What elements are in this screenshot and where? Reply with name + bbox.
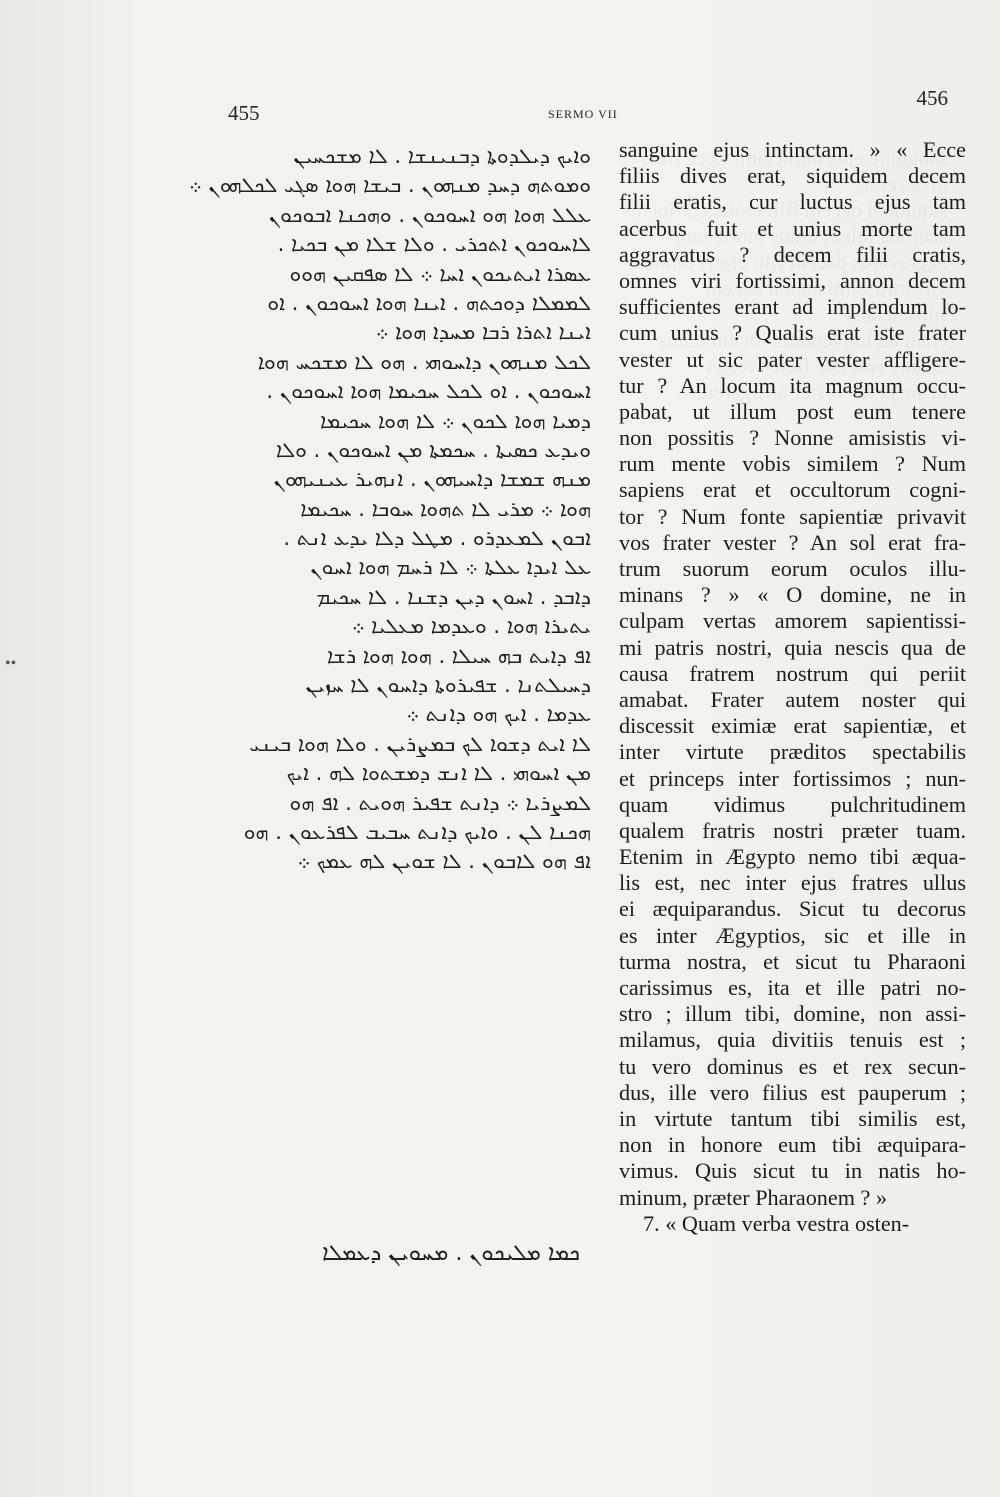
syriac-line: ܠܡܨܪܝܐ ܀ ܕܐܢܬ ܫܦܝܪ ܗܘܝܬ . ܐܦ ܗܘ — [289, 790, 591, 815]
latin-line: sufficientes erant ad implendum lo- — [619, 294, 966, 320]
latin-line: filii eratis, cur luctus ejus tam — [619, 189, 966, 215]
syriac-line: ܐܦ ܕܐܝܬ ܒܗ ܚܝܠܐ . ܗܘܐ ܗܘܐ ܪܫܐ — [326, 643, 591, 668]
syriac-catchword-line: ܟܡܐ ܡܠܝܟܘܢ . ܡܚܘܝܢ ܕܥܡܠܐ — [322, 1241, 580, 1266]
left-page-number: 455 — [228, 101, 260, 125]
latin-line: trum suorum eorum oculos illu- — [619, 556, 966, 581]
latin-line: acerbus fuit et unius morte tam — [619, 215, 966, 241]
latin-line: quam vidimus pulchritudinem — [619, 791, 966, 817]
latin-line: turma nostra, et sicut tu Pharaoni — [619, 948, 966, 974]
latin-text-column — [619, 137, 966, 1237]
latin-line: carissimus es, ita et ille patri no- — [619, 975, 966, 1000]
latin-line: et princeps inter fortissimos ; nun- — [619, 765, 966, 791]
syriac-text-column — [189, 142, 591, 877]
latin-line: pabat, ut illum post eum tenere — [619, 398, 966, 424]
syriac-line: ܥܠ ܐܝܕܐ ܥܠܬܐ ܀ ܠܐ ܪܚܡ ܗܘܐ ܐܚܘܢ — [310, 555, 591, 580]
syriac-line: ܐܝܢܐ ܐܬܪܐ ܪܒܐ ܡܚܕܐ ܗܘܐ ܀ — [375, 320, 591, 345]
latin-line: ei æquiparandus. Sicut tu decorus — [619, 896, 966, 922]
latin-line: amabat. Frater autem noster qui — [619, 686, 966, 712]
latin-line: omnes viri fortissimi, annon decem — [619, 267, 966, 293]
latin-line: non in honore eum tibi æquipara- — [619, 1132, 966, 1158]
latin-line: rum mente vobis similem ? Num — [619, 451, 966, 477]
right-page-number: 456 — [916, 86, 948, 110]
syriac-line: ܥܠܠ ܗܘܐ ܗܘ ܐܚܘܟܘܢ . ܘܗܟܢܐ ܐܒܘܟܘܢ — [268, 202, 591, 227]
syriac-line: ܐܦ ܗܘ ܠܐܒܘܢ . ܠܐ ܫܘܝܢ ܠܗ ܥܡܟ ܀ — [297, 849, 591, 874]
latin-line: inter virtute præditos spectabilis — [619, 739, 966, 765]
latin-line: filiis dives erat, siquidem decem — [619, 163, 966, 189]
syriac-line: ܐܒܘܢ ܠܡܥܕܪܘ . ܡܛܠ ܕܠܐ ܝܕܥ ܐܢܬ . — [283, 526, 591, 551]
latin-line: tor ? Num fonte sapientiæ privavit — [619, 503, 966, 529]
syriac-line: ܘܡܘܬܗ ܕܚܕ ܡܢܗܘܢ . ܒܝܫܐ ܗܘܐ ܣܓܝ ܠܟܠܗܘܢ ܀ — [189, 173, 591, 198]
latin-line: sanguine ejus intinctam. » « Ecce — [619, 137, 966, 162]
latin-line: causa fratrem nostrum qui periit — [619, 660, 966, 686]
latin-line: minum, præter Pharaonem ? » — [619, 1184, 888, 1210]
latin-line: es inter Ægyptios, sic et ille in — [619, 922, 966, 948]
latin-line: qualem fratris nostri præter tuam. — [619, 817, 966, 843]
syriac-line: ܠܟܠ ܡܢܗܘܢ ܕܐܚܘܗܝ . ܗܘ ܠܐ ܡܫܟܚ ܗܘܐ — [257, 349, 591, 374]
syriac-line: ܗܘܐ ܀ ܡܪܝ ܠܐ ܬܗܘܐ ܚܘܒܐ . ܚܟܝܡܐ — [300, 496, 591, 521]
syriac-line: ܕܡܝܐ ܗܘܐ ܠܟܘܢ ܀ ܠܐ ܗܘܐ ܚܟܝܡܐ — [320, 408, 591, 433]
syriac-line: ܠܐ ܐܝܬ ܕܫܘܐ ܠܟ ܒܡܨܪܝܢ . ܘܠܐ ܗܘܐ ܒܝܢܝ — [249, 731, 591, 756]
latin-line: lis est, nec inter ejus fratres ullus — [619, 870, 966, 896]
syriac-line: ܥܣܪܐ ܐܝܬܝܟܘܢ ܐܚܐ ܀ ܠܐ ܣܦܩܝܢ ܗܘܘ — [289, 261, 591, 286]
latin-line: non possitis ? Nonne amisistis vi- — [619, 425, 966, 451]
latin-line: minans ? » « O domine, ne in — [619, 582, 966, 608]
syriac-line: ܕܚܝܠܬܢܐ . ܫܦܝܪܘܬܐ ܕܐܚܘܢ ܠܐ ܚܙܝܢ — [305, 673, 591, 698]
latin-line: in virtute tantum tibi similis est, — [619, 1105, 966, 1131]
margin-mark: •• — [5, 655, 17, 672]
syriac-line: ܠܐܚܘܟܘܢ ܐܬܟܪܝ . ܘܠܐ ܫܠܐ ܡܢ ܒܟܝܐ . — [277, 232, 591, 257]
latin-paragraph-start: 7. « Quam verba vestra osten- — [643, 1210, 910, 1236]
latin-line: dus, ille vero filius est pauperum ; — [619, 1079, 966, 1105]
latin-line: cum unius ? Qualis erat iste frater — [619, 320, 966, 346]
syriac-line: ܕܐܒܕ . ܐܚܘܢ ܕܝܢ ܕܫܢܐ . ܠܐ ܚܟܝܡ — [316, 584, 591, 609]
latin-line: vos frater vester ? An sol erat fra- — [619, 529, 966, 555]
latin-line: tu vero dominus es et rex secun- — [619, 1053, 966, 1079]
latin-line: stro ; illum tibi, domine, non assi- — [619, 1001, 966, 1027]
syriac-line: ܐܚܘܟܘܢ . ܐܘ ܠܟܠ ܚܟܝܡܐ ܗܘܐ ܐܚܘܟܘܢ . — [266, 379, 591, 404]
syriac-line: ܗܟܢܐ ܠܢ . ܘܐܝܟ ܕܐܢܬ ܚܒܝܒ ܠܦܪܥܘܢ . ܗܘ — [243, 819, 591, 844]
running-title: SERMO VII — [548, 107, 618, 121]
latin-line: sapiens erat et occultorum cogni- — [619, 477, 966, 503]
latin-line: Etenim in Ægypto nemo tibi æqua- — [619, 844, 966, 870]
latin-line: discessit eximiæ erat sapientiæ, et — [619, 713, 966, 739]
latin-line: tur ? An locum ita magnum occu- — [619, 372, 966, 398]
latin-line: vester ut sic pater vester affligere- — [619, 346, 966, 372]
syriac-line: ܝܬܝܪܐ ܗܘܐ . ܘܥܕܡܐ ܡܥܠܝܐ ܀ — [351, 614, 591, 639]
latin-line: milamus, quia divitiis tenuis est ; — [619, 1027, 966, 1053]
syriac-line: ܡܢܗ ܫܡܫܐ ܕܐܚܝܗܘܢ . ܐܢܗܝܪ ܥܝܢܝܗܘܢ — [273, 467, 591, 492]
syriac-line: ܡܢ ܐܚܘܗܝ . ܠܐ ܐܢܫ ܕܡܫܬܘܐ ܠܗ . ܐܝܟ — [286, 761, 591, 786]
syriac-line: ܠܡܡܠܐ ܕܘܟܬܗ . ܐܝܢܐ ܗܘܐ ܐܚܘܟܘܢ . ܐܘ — [267, 290, 591, 315]
syriac-line: ܥܕܡܐ . ܐܝܟ ܗܘ ܕܐܢܬ ܀ — [406, 702, 591, 727]
latin-line: vimus. Quis sicut tu in natis ho- — [619, 1158, 966, 1184]
latin-line: culpam vertas amorem sapientissi- — [619, 608, 966, 634]
syriac-line: ܘܐܝܟ ܕܝܠܕܘܬܐ ܕܒܢܝܢܫܐ . ܠܐ ܡܫܟܚܝܢ — [293, 144, 591, 168]
syriac-line: ܘܝܕܥ ܟܣܝܬܐ . ܚܟܡܬܐ ܡܢ ܐܚܘܟܘܢ . ܘܠܐ — [275, 437, 591, 462]
latin-line: mi patris nostri, quia nescis qua de — [619, 634, 966, 660]
latin-line: aggravatus ? decem filii cratis, — [619, 241, 966, 267]
